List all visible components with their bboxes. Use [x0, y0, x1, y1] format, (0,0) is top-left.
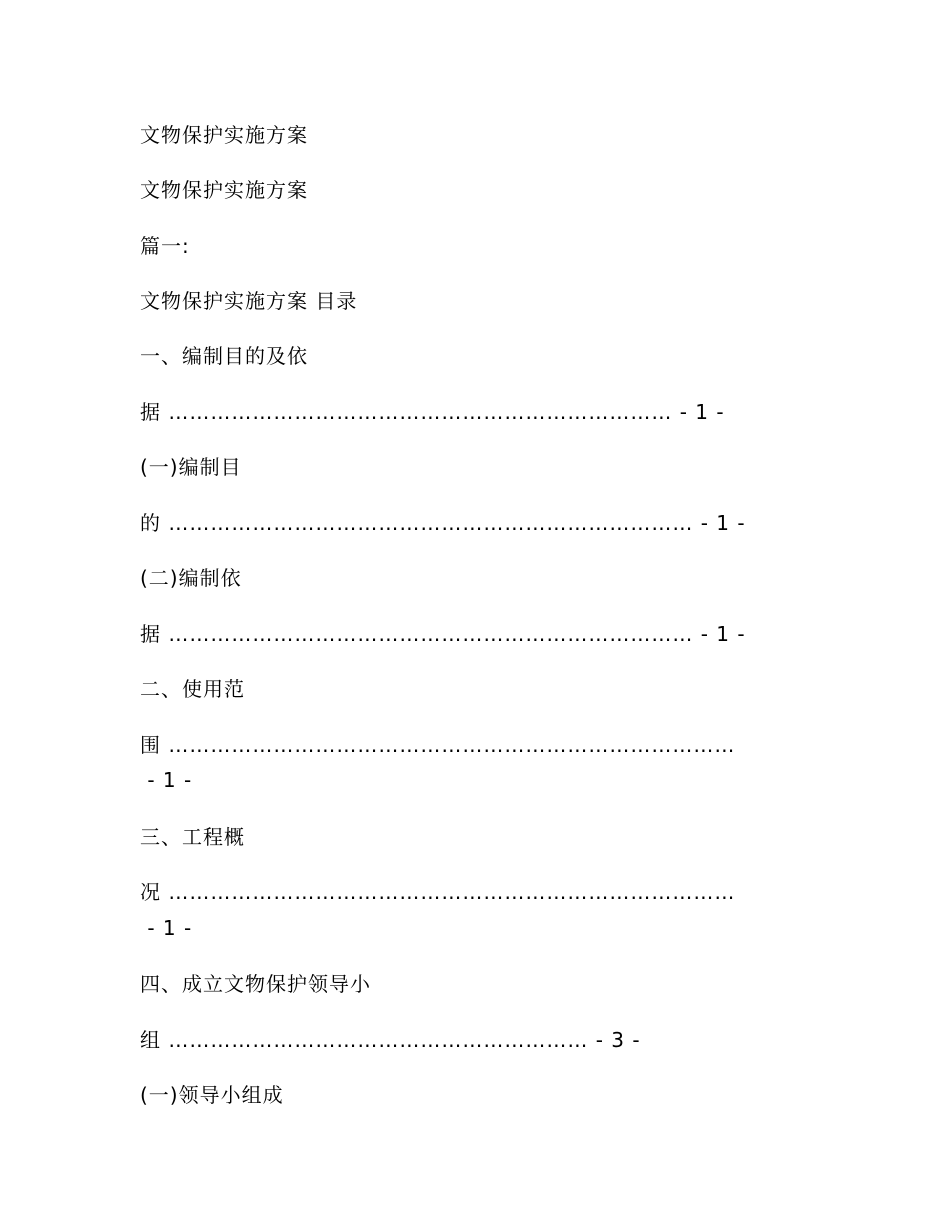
toc-line: (一)领导小组成 [140, 1083, 284, 1107]
toc-line: 二、使用范 [140, 677, 245, 701]
chapter-label: 篇一: [140, 234, 190, 258]
toc-line: 组 …………………………………………………… - 3 - [140, 1028, 641, 1052]
toc-line: 围 ……………………………………………………………………… [140, 733, 736, 757]
toc-line: 据 ………………………………………………………………… - 1 - [140, 622, 746, 646]
toc-line: 况 ……………………………………………………………………… [140, 880, 736, 904]
toc-line: - 1 - [140, 768, 193, 792]
document-subtitle: 文物保护实施方案 [140, 178, 308, 202]
toc-heading: 文物保护实施方案 目录 [140, 289, 358, 313]
toc-line: 据 ……………………………………………………………… - 1 - [140, 400, 725, 424]
toc-line: (二)编制依 [140, 566, 242, 590]
toc-line: 一、编制目的及依 [140, 344, 308, 368]
toc-line: 三、工程概 [140, 825, 245, 849]
toc-line: 的 ………………………………………………………………… - 1 - [140, 511, 746, 535]
toc-line: - 1 - [140, 916, 193, 940]
toc-line: (一)编制目 [140, 455, 242, 479]
toc-line: 四、成立文物保护领导小 [140, 972, 371, 996]
document-title: 文物保护实施方案 [140, 123, 308, 147]
